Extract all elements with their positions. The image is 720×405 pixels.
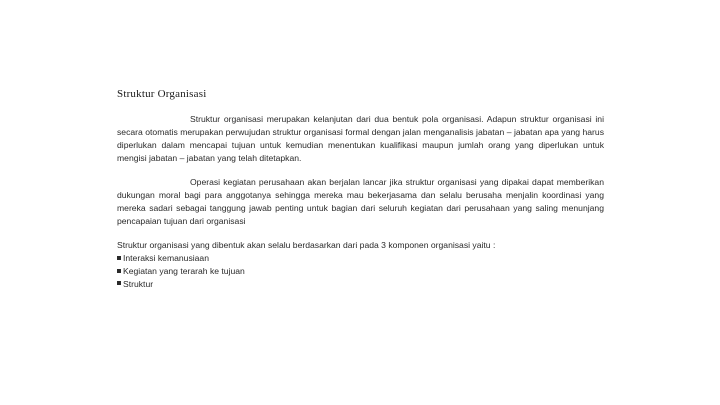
list-item-label: Interaksi kemanusiaan <box>123 252 209 263</box>
list-item <box>117 265 604 278</box>
bullet-icon <box>117 256 121 260</box>
bullet-icon <box>117 269 121 273</box>
paragraph-2: Operasi kegiatan perusahaan akan berjalan lancar jika struktur organisasi yang dipakai dapat memberikan dukungan moral bagi para anggotanya sehingga mereka mau bekerjasama dan selalu berusaha menjalin koordinasi yang mereka sadari sebagai tanggung jawab penting untuk bagian dari seluruh kegiatan dari perusahaan yang saling menunjang pencapaian tujuan dari organisasi <box>117 177 604 226</box>
paragraph-2-block <box>117 176 604 228</box>
paragraph-1: Struktur organisasi merupakan kelanjutan dari dua bentuk pola organisasi. Adapun struktur organisasi ini secara otomatis merupakan perwujudan struktur organisasi formal dengan jalan menganalisis jabatan – jabatan apa yang harus diperlukan dalam mencapai tujuan untuk kemudian menentukan kualifikasi maupun jumlah orang yang diperlukan untuk mengisi jabatan – jabatan yang telah ditetapkan. <box>117 114 604 163</box>
list-item-label: Kegiatan yang terarah ke tujuan <box>123 265 245 276</box>
document-title: Struktur Organisasi <box>117 88 207 100</box>
list-intro: Struktur organisasi yang dibentuk akan selalu berdasarkan dari pada 3 komponen organisasi yaitu : <box>117 240 496 250</box>
component-list-block <box>117 239 604 291</box>
list-item-label: Struktur <box>123 278 154 289</box>
list-item <box>117 278 604 291</box>
paragraph-1-block <box>117 113 604 165</box>
list-item <box>117 252 604 265</box>
component-list <box>117 252 604 291</box>
bullet-icon <box>117 281 121 285</box>
